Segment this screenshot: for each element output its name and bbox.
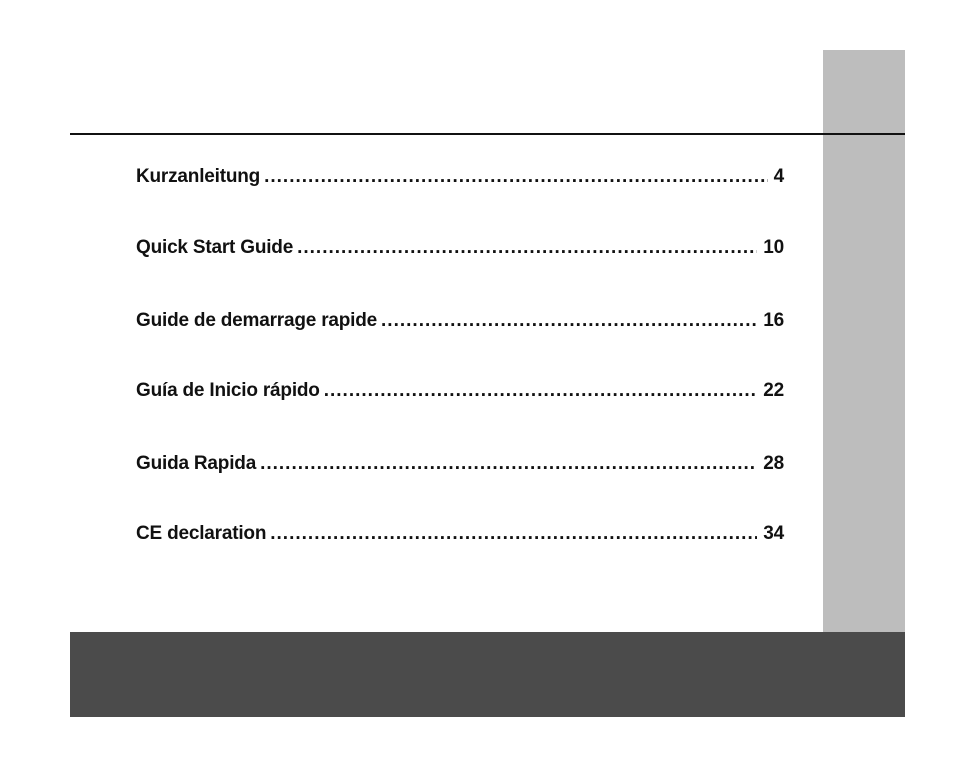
dot-leader: [297, 237, 757, 259]
toc-entry-ce-declaration[interactable]: [136, 523, 784, 545]
side-tab-decoration: [823, 50, 905, 632]
toc-entry-guia-de-inicio[interactable]: [136, 380, 784, 402]
toc-entry-page: 16: [763, 310, 784, 331]
table-of-contents: [136, 0, 784, 767]
toc-entry-kurzanleitung[interactable]: [136, 166, 784, 188]
toc-entry-title: Guida Rapida: [136, 453, 257, 474]
toc-entry-guide-de-demarrage[interactable]: [136, 310, 784, 332]
toc-entry-title: Kurzanleitung: [136, 166, 261, 187]
toc-entry-page: 22: [763, 380, 784, 401]
toc-entry-quick-start-guide[interactable]: [136, 237, 784, 259]
dot-leader: [324, 380, 758, 402]
dot-leader: [381, 310, 757, 332]
dot-leader: [270, 523, 757, 545]
toc-entry-title: Guide de demarrage rapide: [136, 310, 378, 331]
dot-leader: [264, 166, 768, 188]
toc-entry-page: 28: [763, 453, 784, 474]
toc-entry-page: 10: [763, 237, 784, 258]
toc-entry-page: 4: [773, 166, 784, 187]
dot-leader: [260, 453, 757, 475]
toc-entry-guida-rapida[interactable]: [136, 453, 784, 475]
toc-entry-page: 34: [763, 523, 784, 544]
toc-entry-title: CE declaration: [136, 523, 267, 544]
toc-entry-title: Quick Start Guide: [136, 237, 294, 258]
toc-entry-title: Guía de Inicio rápido: [136, 380, 320, 401]
